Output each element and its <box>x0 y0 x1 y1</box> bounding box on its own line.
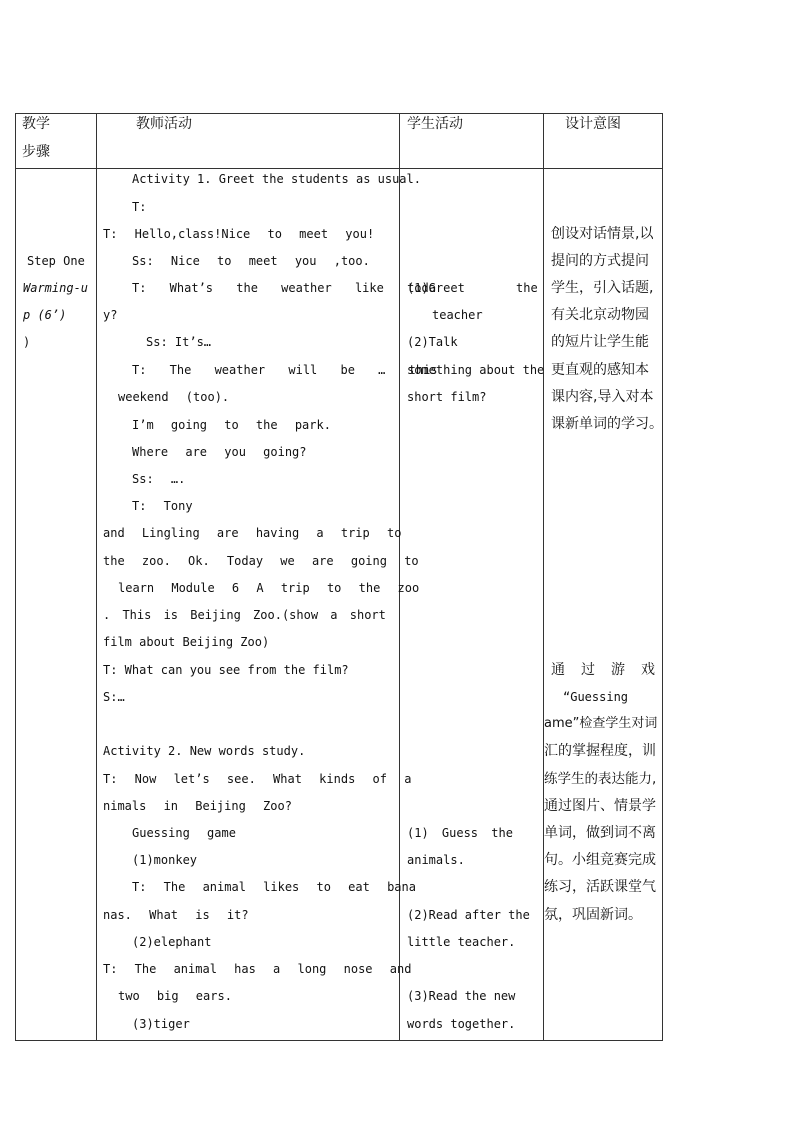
intent-line: 通过游戏 <box>551 662 671 678</box>
intent-line: 氛，巩固新词。 <box>544 907 642 923</box>
student-line: words together. <box>407 1017 516 1031</box>
header-step-line2: 步骤 <box>22 144 50 160</box>
column-divider <box>96 114 97 1040</box>
step-paren: ) <box>23 335 31 349</box>
step-title: Step One <box>27 254 85 268</box>
teacher-line: T: The animal likes to eat bana <box>132 880 416 894</box>
teacher-line: I’m going to the park. <box>132 418 331 432</box>
teacher-line: film about Beijing Zoo) <box>103 635 270 649</box>
teacher-line: (3)tiger <box>132 1017 190 1031</box>
step-duration-text: p (6’) <box>23 308 67 322</box>
student-line: something about the <box>407 363 545 377</box>
teacher-line: T: Now let’s see. What kinds of a <box>103 772 412 786</box>
header-teacher-activity: 教师活动 <box>136 116 192 132</box>
teacher-line: Activity 2. New words study. <box>103 744 306 758</box>
student-line: animals. <box>407 853 465 867</box>
teacher-line: Ss: …. <box>132 472 186 486</box>
teacher-line: nas. What is it? <box>103 908 249 922</box>
teacher-line: weekend (too). <box>118 390 230 404</box>
teacher-line: Ss: Nice to meet you ,too. <box>132 254 370 268</box>
teacher-line: T: The weather will be … this <box>132 363 438 377</box>
intent-line: 汇的掌握程度，训 <box>544 743 656 759</box>
header-design-intent: 设计意图 <box>565 116 621 132</box>
header-student-activity: 学生活动 <box>407 116 463 132</box>
teacher-line: and Lingling are having a trip to <box>103 526 402 540</box>
intent-line: 学生，引入话题, <box>551 280 654 296</box>
teacher-line: Guessing game <box>132 826 236 840</box>
student-line: (2)Read after the <box>407 908 530 922</box>
teacher-line: T: Hello,class!Nice to meet you! <box>103 227 375 241</box>
student-line: (1) Guess the <box>407 826 513 840</box>
teacher-line: . This is Beijing Zoo.(show a short <box>103 608 386 622</box>
student-line: short film? <box>407 390 487 404</box>
teacher-line: (1)monkey <box>132 853 198 867</box>
step-duration <box>23 307 66 323</box>
teacher-line: y? <box>103 308 118 322</box>
column-divider <box>543 114 544 1040</box>
teacher-line: learn Module 6 A trip to the zoo <box>118 581 420 595</box>
intent-line: 练学生的表达能力, <box>544 771 657 787</box>
intent-line: 更直观的感知本 <box>551 362 649 378</box>
teacher-line: T: <box>132 200 147 214</box>
teacher-line: T: What’s the weather like toda <box>132 281 436 295</box>
teacher-line: S:… <box>103 690 125 704</box>
teacher-line: (2)elephant <box>132 935 212 949</box>
column-divider <box>399 114 400 1040</box>
student-line: (2)Talk <box>407 335 458 349</box>
intent-line: “Guessing <box>563 690 629 704</box>
teacher-line: the zoo. Ok. Today we are going to <box>103 554 419 568</box>
student-line: (3)Read the new <box>407 989 516 1003</box>
intent-line: 创设对话情景,以 <box>551 226 654 242</box>
intent-line: 有关北京动物园 <box>551 307 649 323</box>
teacher-line: two big ears. <box>118 989 232 1003</box>
teacher-line: Ss: It’s… <box>146 335 212 349</box>
intent-line: 单词，做到词不离 <box>544 825 656 841</box>
teacher-line: Where are you going? <box>132 445 307 459</box>
step-subtitle: Warming-u <box>23 281 89 295</box>
intent-line: 提问的方式提问 <box>551 253 649 269</box>
header-step-line1: 教学 <box>22 116 50 132</box>
header-divider <box>16 168 662 169</box>
intent-line: 课新单词的学习。 <box>551 416 663 432</box>
teacher-line: T: The animal has a long nose and <box>103 962 412 976</box>
intent-line: 通过图片、情景学 <box>544 798 656 814</box>
teacher-line: nimals in Beijing Zoo? <box>103 799 292 813</box>
student-line: (1)Greet the <box>407 281 538 295</box>
intent-line: 的短片让学生能 <box>551 334 649 350</box>
teacher-line: T: Tony <box>132 499 193 513</box>
student-line: little teacher. <box>407 935 516 949</box>
intent-line: ame”检查学生对词 <box>544 716 658 731</box>
student-line: teacher <box>432 308 483 322</box>
intent-line: 句。小组竞赛完成 <box>544 852 656 868</box>
intent-line: 课内容,导入对本 <box>551 389 654 405</box>
teacher-line: T: What can you see from the film? <box>103 663 349 677</box>
intent-line: 练习，活跃课堂气 <box>544 879 656 895</box>
teacher-line: Activity 1. Greet the students as usual. <box>132 172 421 186</box>
